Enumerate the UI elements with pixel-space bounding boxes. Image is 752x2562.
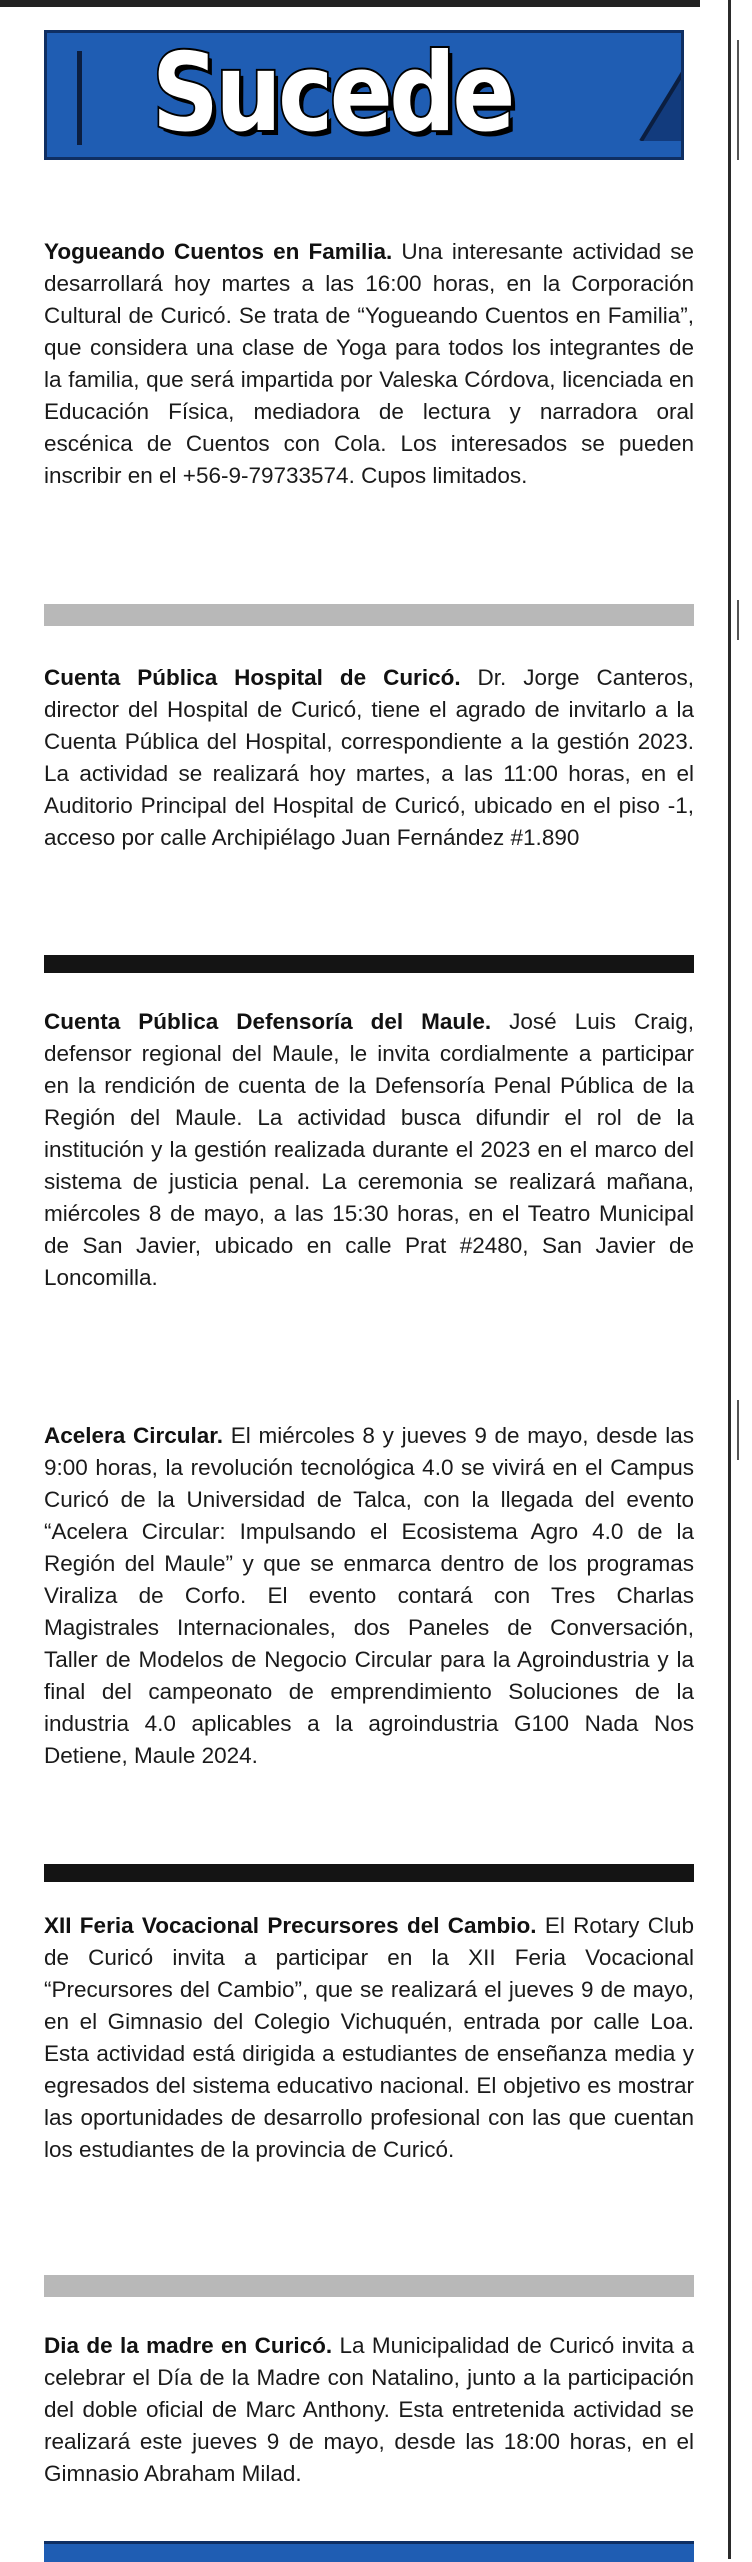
article-dia-madre bbox=[44, 2330, 694, 2490]
article-headline: Yogueando Cuentos en Familia. bbox=[44, 239, 402, 264]
article-body: La Municipalidad de Curicó invita a celebrar el Día de la Madre con Natalino, junto a la participación del doble oficial de Marc Anthony. Esta entretenida actividad se realizará este jueves 9 de mayo, desde las 18:00 horas, en el Gimnasio Abraham Milad. bbox=[44, 2333, 694, 2486]
article-yogueando bbox=[44, 236, 694, 492]
article-body: El miércoles 8 y jueves 9 de mayo, desde las 9:00 horas, la revolución tecnológica 4.0 se vivirá en el Campus Curicó de la Universidad de Talca, con la llegada del evento “Acelera Circular: Impulsando el Ecosistema Agro 4.0 de la Región del Maule” y que se enmarca dentro de los programas Viraliza de Corfo. El evento contará con Tres Charlas Magistrales Internacionales, dos Paneles de Conversación, Taller de Modelos de Negocio Circular para la Agroindustria y la final del campeonato de emprendimiento Soluciones de la industria 4.0 aplicables a la agroindustria G100 Nada Nos Detiene, Maule 2024. bbox=[44, 1423, 694, 1768]
section-banner bbox=[44, 30, 684, 160]
article-body: José Luis Craig, defensor regional del Maule, le invita cordialmente a participar en la rendición de cuenta de la Defensoría Penal Pública de la Región del Maule. La actividad busca difundir el rol de la institución y la gestión realizada durante el 2023 en el marco del sistema de justicia penal. La ceremonia se realizará mañana, miércoles 8 de mayo, a las 15:30 horas, en el Teatro Municipal de San Javier, ubicado en calle Prat #2480, San Javier de Loncomilla. bbox=[44, 1009, 694, 1290]
banner-accent-bar bbox=[77, 51, 82, 145]
article-hospital-curico bbox=[44, 662, 694, 854]
banner-corner-decoration bbox=[631, 61, 684, 141]
article-defensoria-maule bbox=[44, 1006, 694, 1294]
article-body: Una interesante actividad se desarrollará hoy martes a las 16:00 horas, en la Corporación Cultural de Curicó. Se trata de “Yogueando Cuentos en Familia”, que considera una clase de Yoga para todos los integrantes de la familia, que será impartida por Valeska Córdova, licenciada en Educación Física, mediadora de lectura y narradora oral escénica de Cuentos con Cola. Los interesados se pueden inscribir en el +56-9-79733574. Cupos limitados. bbox=[44, 239, 695, 488]
article-headline: Cuenta Pública Hospital de Curicó. bbox=[44, 665, 478, 690]
top-rule bbox=[0, 0, 700, 7]
separator-black bbox=[44, 1864, 694, 1882]
separator-gray bbox=[44, 604, 694, 626]
article-headline: Acelera Circular. bbox=[44, 1423, 231, 1448]
article-body: Dr. Jorge Canteros, director del Hospital de Curicó, tiene el agrado de invitarlo a la Cuenta Pública del Hospital, correspondiente a la gestión 2023. La actividad se realizará hoy martes, a las 11:00 horas, en el Auditorio Principal del Hospital de Curicó, ubicado en el piso -1, acceso por calle Archipiélago Juan Fernández #1.890 bbox=[44, 665, 694, 850]
article-headline: Dia de la madre en Curicó. bbox=[44, 2333, 340, 2358]
article-body: El Rotary Club de Curicó invita a participar en la XII Feria Vocacional “Precursores del Cambio”, que se realizará el jueves 9 de mayo, en el Gimnasio del Colegio Vichuquén, entrada por calle Loa. Esta actividad está dirigida a estudiantes de enseñanza media y egresados del sistema educativo nacional. El objetivo es mostrar las oportunidades de desarrollo profesional con las que cuentan los estudiantes de la provincia de Curicó. bbox=[44, 1913, 694, 2162]
article-headline: XII Feria Vocacional Precursores del Cambio. bbox=[44, 1913, 545, 1938]
page-edge bbox=[728, 0, 752, 2559]
article-acelera-circular bbox=[44, 1420, 694, 1772]
section-title: Sucede bbox=[152, 31, 512, 156]
article-headline: Cuenta Pública Defensoría del Maule. bbox=[44, 1009, 510, 1034]
separator-black bbox=[44, 955, 694, 973]
separator-gray bbox=[44, 2275, 694, 2297]
article-feria-vocacional bbox=[44, 1910, 694, 2166]
